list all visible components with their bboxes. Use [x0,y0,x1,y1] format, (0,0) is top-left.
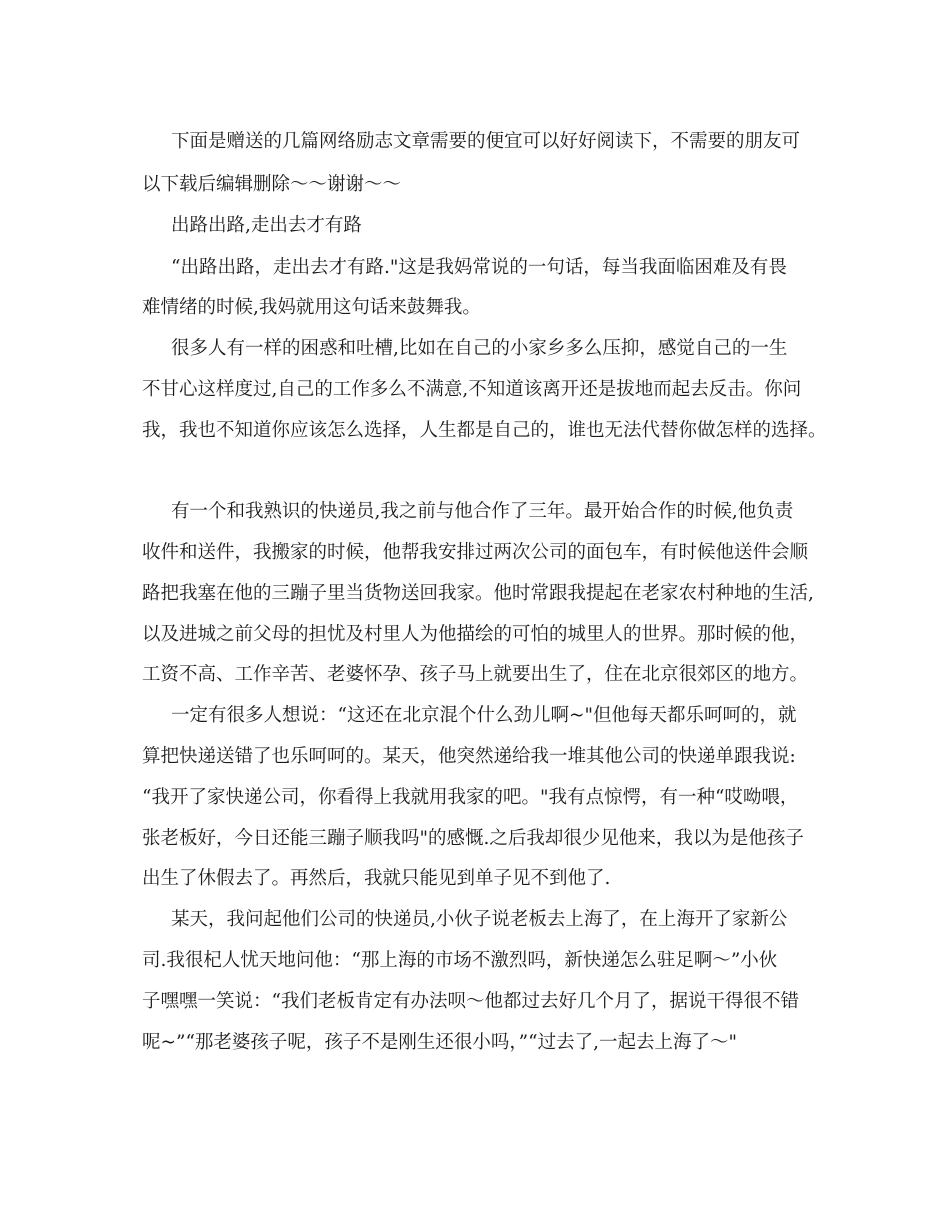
text-line: 呢~”“那老婆孩子呢，孩子不是刚生还很小吗，”“过去了,一起去上海了～" [142,1032,737,1053]
text-line: 难情绪的时候,我妈就用这句话来鼓舞我。 [142,297,481,318]
text-line: 路把我塞在他的三蹦子里当货物送回我家。他时常跟我提起在老家农村种地的生活, [142,583,814,604]
text-line: 不甘心这样度过,自己的工作多么不满意,不知道该离开还是拔地而起去反击。你问 [142,379,802,400]
text-line: 以及进城之前父母的担忧及村里人为他描绘的可怕的城里人的世界。那时候的他， [142,624,809,645]
text-line: 以下载后编辑删除～～谢谢～～ [142,174,402,195]
text-line: 张老板好，今日还能三蹦子顺我吗"的感慨.之后我却很少见他来，我以为是他孩子 [142,828,804,849]
text-line: 工资不高、工作辛苦、老婆怀孕、孩子马上就要出生了，住在北京很郊区的地方。 [142,664,809,685]
text-line: “出路出路，走出去才有路."这是我妈常说的一句话，每当我面临困难及有畏 [171,257,787,278]
text-line: 很多人有一样的困惑和吐槽,比如在自己的小家乡多么压抑，感觉自己的一生 [171,338,788,359]
text-line: 一定有很多人想说：“这还在北京混个什么劲儿啊~"但他每天都乐呵呵的，就 [171,705,797,726]
section-heading: 出路出路,走出去才有路 [171,215,362,236]
text-line: 子嘿嘿一笑说：“我们老板肯定有办法呗～他都过去好几个月了，据说干得很不错 [142,991,799,1012]
text-line: 有一个和我熟识的快递员,我之前与他合作了三年。最开始合作的时候,他负责 [171,501,794,522]
text-line: “我开了家快递公司，你看得上我就用我家的吧。"我有点惊愕，有一种“哎呦喂， [142,787,799,808]
text-line: 我，我也不知道你应该怎么选择，人生都是自己的，谁也无法代替你做怎样的选择。 [142,420,827,441]
text-line: 某天，我问起他们公司的快递员,小伙子说老板去上海了，在上海开了家新公 [171,909,788,930]
text-line: 下面是赠送的几篇网络励志文章需要的便宜可以好好阅读下，不需要的朋友可 [171,131,801,152]
text-line: 算把快递送错了也乐呵呵的。某天，他突然递给我一堆其他公司的快递单跟我说: [142,746,796,767]
text-line: 司.我很杞人忧天地问他：“那上海的市场不激烈吗，新快递怎么驻足啊～”小伙 [142,950,778,971]
text-line: 出生了休假去了。再然后，我就只能见到单子见不到他了. [142,868,611,889]
text-line: 收件和送件，我搬家的时候，他帮我安排过两次公司的面包车，有时候他送件会顺 [142,542,809,563]
